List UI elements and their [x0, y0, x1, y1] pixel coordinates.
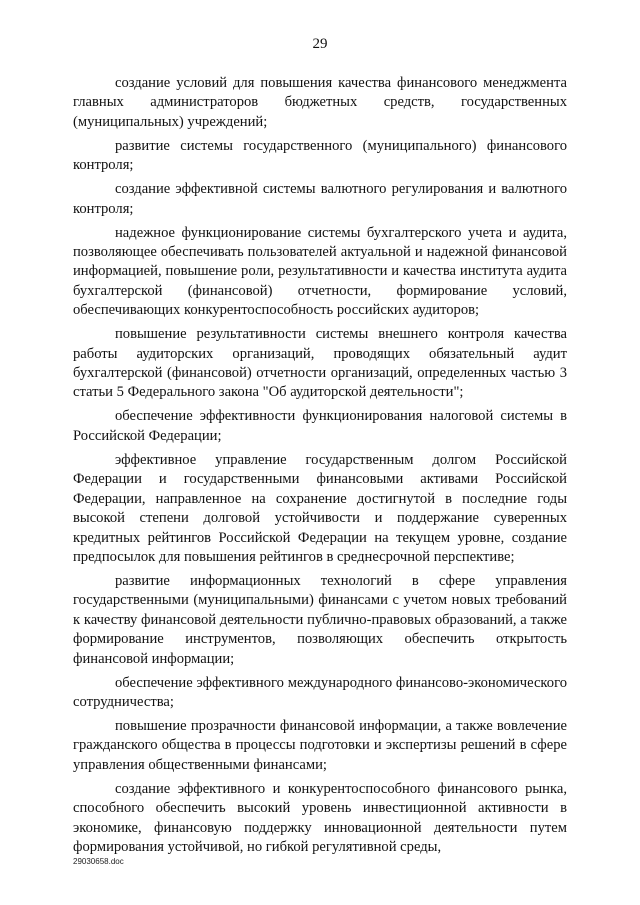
paragraph-3: создание эффективной системы валютного регулирования и валютного контроля; [73, 181, 567, 217]
page-number: 29 [312, 36, 328, 52]
paragraph-10: повышение прозрачности финансовой информации, а также вовлечение гражданского общества в процессы подготовки и экспертизы решений в сфере управления общественными финансами; [73, 717, 567, 773]
paragraph-9: обеспечение эффективного международного финансово-экономического сотрудничества; [73, 674, 567, 710]
paragraph-7: эффективное управление государственным долгом Российской Федерации и государственными финансовыми активами Российской Федерации, направленное на сохранение достигнутой в последние годы высокой степени долговой устойчивости и поддержание суверенных кредитных рейтингов Российской Федерации на текущем уровне, создание предпосылок для повышения рейтингов в среднесрочной перспективе; [73, 451, 567, 565]
document-body [73, 74, 567, 862]
paragraph-6: обеспечение эффективности функционирования налоговой системы в Российской Федерации; [73, 408, 567, 444]
footer-file-name: 29030658.doc [73, 857, 124, 866]
paragraph-4: надежное функционирование системы бухгалтерского учета и аудита, позволяющее обеспечивать пользователей актуальной и надежной финансовой информацией, повышение роли, результативности и качества института аудита бухгалтерской (финансовой) отчетности, формирование условий, обеспечивающих конкурентоспособность российских аудиторов; [73, 224, 567, 319]
paragraph-8: развитие информационных технологий в сфере управления государственными (муниципальными) финансами с учетом новых требований к качеству финансовой деятельности публично-правовых образований, а также формирование инструментов, позволяющих обеспечить открытость финансовой информации; [73, 572, 567, 667]
paragraph-11: создание эффективного и конкурентоспособного финансового рынка, способного обеспечить высокий уровень инвестиционной активности в экономике, финансовую поддержку инновационной деятельности путем формирования устойчивой, но гибкой регулятивной среды, [73, 780, 567, 855]
paragraph-2: развитие системы государственного (муниципального) финансового контроля; [73, 137, 567, 174]
paragraph-1: создание условий для повышения качества финансового менеджмента главных администраторов бюджетных средств, государственных (муниципальных) учреждений; [73, 75, 567, 130]
paragraph-5: повышение результативности системы внешнего контроля качества работы аудиторских организаций, проводящих обязательный аудит бухгалтерской (финансовой) отчетности организаций, определенных частью 3 статьи 5 Федерального закона "Об аудиторской деятельности"; [73, 326, 567, 401]
